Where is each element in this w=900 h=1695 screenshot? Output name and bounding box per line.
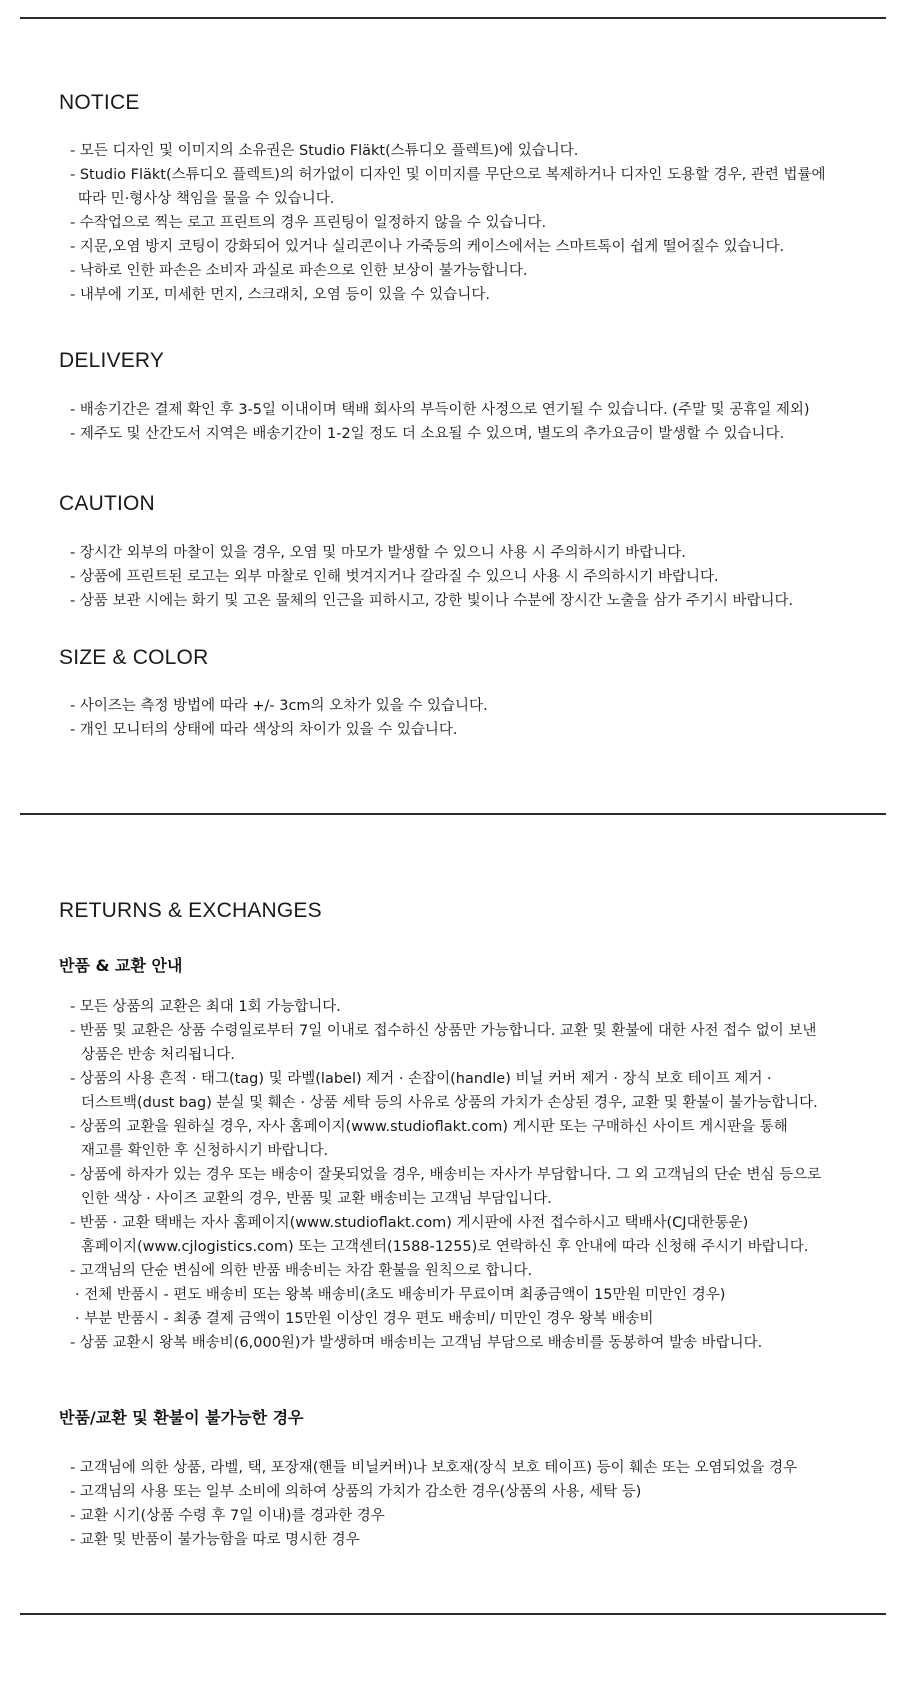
list-item: - 반품 및 교환은 상품 수령일로부터 7일 이내로 접수하신 상품만 가능합니다. 교환 및 환불에 대한 사전 접수 없이 보낸 — [70, 1023, 817, 1039]
not-allowed-heading-wrap — [59, 1407, 859, 1429]
notice-section — [59, 90, 859, 116]
list-item: - 제주도 및 산간도서 지역은 배송기간이 1-2일 정도 더 소요될 수 있으며, 별도의 추가요금이 발생할 수 있습니다. — [70, 426, 785, 442]
list-item: - 상품의 사용 흔적 · 태그(tag) 및 라벨(label) 제거 · 손잡이(handle) 비닐 커버 제거 · 장식 보호 테이프 제거 · — [70, 1071, 772, 1087]
list-item: - 개인 모니터의 상태에 따라 색상의 차이가 있을 수 있습니다. — [70, 722, 458, 738]
list-item: - 모든 디자인 및 이미지의 소유권은 Studio Fläkt(스튜디오 플렉트)에 있습니다. — [70, 143, 579, 159]
returns-section — [59, 898, 859, 924]
list-item: 인한 색상 · 사이즈 교환의 경우, 반품 및 교환 배송비는 고객님 부담입니다. — [81, 1191, 552, 1207]
bottom-divider — [20, 1613, 886, 1615]
notice-title: NOTICE — [59, 91, 140, 114]
delivery-list-wrap — [59, 398, 859, 446]
not-allowed-list — [59, 1456, 859, 1552]
list-item: - 사이즈는 측정 방법에 따라 +/- 3cm의 오차가 있을 수 있습니다. — [70, 698, 488, 714]
list-item: 재고를 확인한 후 신청하시기 바랍니다. — [81, 1143, 329, 1159]
top-divider — [20, 17, 886, 19]
returns-guide-list — [59, 995, 859, 1355]
list-item: · 부분 반품시 - 최종 결제 금액이 15만원 이상인 경우 편도 배송비/ 미만인 경우 왕복 배송비 — [75, 1311, 654, 1327]
list-item: - 수작업으로 찍는 로고 프린트의 경우 프린팅이 일정하지 않을 수 있습니다. — [70, 215, 547, 231]
caution-list-wrap — [59, 541, 859, 613]
caution-list — [59, 541, 859, 613]
caution-section — [59, 491, 859, 517]
list-item: - 지문,오염 방지 코팅이 강화되어 있거나 실리콘이나 가죽등의 케이스에서는 스마트톡이 쉽게 떨어질수 있습니다. — [70, 239, 785, 255]
list-item: - 교환 시기(상품 수령 후 7일 이내)를 경과한 경우 — [70, 1508, 385, 1524]
list-item: - 교환 및 반품이 불가능함을 따로 명시한 경우 — [70, 1532, 360, 1548]
list-item: - 배송기간은 결제 확인 후 3-5일 이내이며 택배 회사의 부득이한 사정으로 연기될 수 있습니다. (주말 및 공휴일 제외) — [70, 402, 810, 418]
list-item: - 상품의 교환을 원하실 경우, 자사 홈페이지(www.studioflakt.com) 게시판 또는 구매하신 사이트 게시판을 통해 — [70, 1119, 788, 1135]
returns-title: RETURNS & EXCHANGES — [59, 899, 322, 922]
list-item: 따라 민·형사상 책임을 물을 수 있습니다. — [78, 191, 335, 207]
list-item: - 장시간 외부의 마찰이 있을 경우, 오염 및 마모가 발생할 수 있으니 사용 시 주의하시기 바랍니다. — [70, 545, 686, 561]
returns-guide-heading-wrap — [59, 955, 859, 977]
list-item: · 전체 반품시 - 편도 배송비 또는 왕복 배송비(초도 배송비가 무료이며 최종금액이 15만원 미만인 경우) — [75, 1287, 726, 1303]
list-item: - 고객님의 사용 또는 일부 소비에 의하여 상품의 가치가 감소한 경우(상품의 사용, 세탁 등) — [70, 1484, 642, 1500]
list-item: - 반품 · 교환 택배는 자사 홈페이지(www.studioflakt.com) 게시판에 사전 접수하시고 택배사(CJ대한통운) — [70, 1215, 749, 1231]
list-item: - 상품에 프린트된 로고는 외부 마찰로 인해 벗겨지거나 갈라질 수 있으니 사용 시 주의하시기 바랍니다. — [70, 569, 719, 585]
list-item: - 낙하로 인한 파손은 소비자 과실로 파손으로 인한 보상이 불가능합니다. — [70, 263, 528, 279]
delivery-title: DELIVERY — [59, 349, 165, 372]
list-item: - 모든 상품의 교환은 최대 1회 가능합니다. — [70, 999, 341, 1015]
list-item: - 상품 교환시 왕복 배송비(6,000원)가 발생하며 배송비는 고객님 부담으로 배송비를 동봉하여 발송 바랍니다. — [70, 1335, 763, 1351]
returns-guide-title: 반품 & 교환 안내 — [59, 956, 183, 975]
list-item: - Studio Fläkt(스튜디오 플렉트)의 허가없이 디자인 및 이미지를 무단으로 복제하거나 디자인 도용할 경우, 관련 법률에 — [70, 167, 826, 183]
list-item: - 내부에 기포, 미세한 먼지, 스크래치, 오염 등이 있을 수 있습니다. — [70, 287, 490, 303]
list-item: - 고객님에 의한 상품, 라벨, 택, 포장재(핸들 비닐커버)나 보호재(장식 보호 테이프) 등이 훼손 또는 오염되었을 경우 — [70, 1460, 798, 1476]
size-color-list-wrap — [59, 694, 859, 742]
list-item: - 고객님의 단순 변심에 의한 반품 배송비는 차감 환불을 원칙으로 합니다. — [70, 1263, 533, 1279]
size-color-title: SIZE & COLOR — [59, 646, 209, 669]
list-item: - 상품에 하자가 있는 경우 또는 배송이 잘못되었을 경우, 배송비는 자사가 부담합니다. 그 외 고객님의 단순 변심 등으로 — [70, 1167, 822, 1183]
list-item: - 상품 보관 시에는 화기 및 고온 물체의 인근을 피하시고, 강한 빛이나 수분에 장시간 노출을 삼가 주기시 바랍니다. — [70, 593, 794, 609]
middle-divider — [20, 813, 886, 815]
notice-list-wrap — [59, 139, 859, 307]
list-item: 홈페이지(www.cjlogistics.com) 또는 고객센터(1588-1255)로 연락하신 후 안내에 따라 신청해 주시기 바랍니다. — [81, 1239, 809, 1255]
returns-guide-list-wrap — [59, 995, 859, 1355]
notice-list — [59, 139, 859, 307]
size-color-list — [59, 694, 859, 742]
not-allowed-list-wrap — [59, 1456, 859, 1552]
not-allowed-title: 반품/교환 및 환불이 불가능한 경우 — [59, 1408, 304, 1427]
caution-title: CAUTION — [59, 492, 155, 515]
delivery-section — [59, 348, 859, 374]
list-item: 상품은 반송 처리됩니다. — [81, 1047, 235, 1063]
delivery-list — [59, 398, 859, 446]
size-color-section — [59, 645, 859, 671]
list-item: 더스트백(dust bag) 분실 및 훼손 · 상품 세탁 등의 사유로 상품의 가치가 손상된 경우, 교환 및 환불이 불가능합니다. — [81, 1095, 818, 1111]
